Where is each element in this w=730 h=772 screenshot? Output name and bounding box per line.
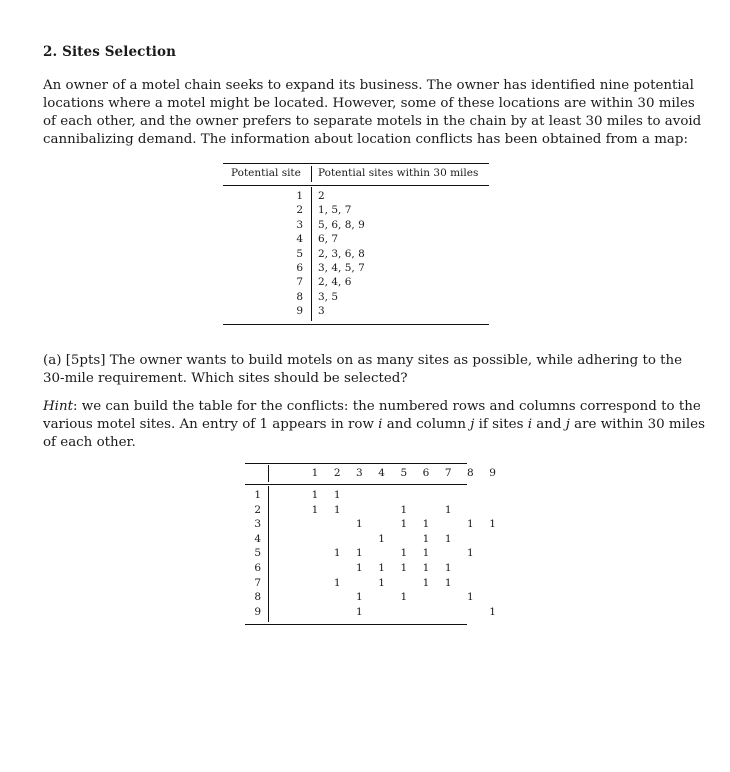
matrix-entry: 1 <box>356 562 363 574</box>
hint-line <box>43 416 705 434</box>
matrix-entry: 1 <box>489 605 496 618</box>
hint-text: various motel sites. An entry of 1 appears in row <box>43 417 379 433</box>
site-number: 8 <box>296 290 303 303</box>
matrix-header-separator <box>268 465 269 482</box>
matrix-row-label: 8 <box>254 591 261 604</box>
hint-text: and column <box>382 417 471 433</box>
nearby-sites: 3, 5 <box>318 290 339 303</box>
matrix-top-rule <box>245 463 467 464</box>
hint-text: and <box>532 417 566 433</box>
matrix-column-label: 5 <box>400 467 408 479</box>
nearby-sites: 6, 7 <box>318 233 339 246</box>
matrix-entry: 1 <box>422 547 430 560</box>
nearby-sites: 2, 4, 6 <box>318 276 352 289</box>
matrix-row-label: 9 <box>254 605 261 618</box>
matrix-entry: 1 <box>444 532 452 545</box>
math-var: i <box>527 417 533 433</box>
matrix-row-label: 5 <box>254 547 261 560</box>
intro-line: An owner of a motel chain seeks to expand its business. The owner has identified nine potential <box>43 78 694 93</box>
nearby-sites: 3, 4, 5, 7 <box>318 262 365 274</box>
intro-paragraph <box>43 77 702 149</box>
matrix-entry: 1 <box>311 503 319 516</box>
column-separator <box>311 187 312 321</box>
header-sites-within-30-miles: Potential sites within 30 miles <box>318 167 479 179</box>
site-number: 2 <box>296 204 303 217</box>
site-number: 5 <box>296 247 303 260</box>
matrix-row-label: 3 <box>254 518 261 531</box>
matrix-entry: 1 <box>444 503 452 516</box>
matrix-entry: 1 <box>356 518 363 531</box>
matrix-entry: 1 <box>378 532 385 545</box>
matrix-entry: 1 <box>333 503 341 516</box>
matrix-entry: 1 <box>333 547 341 560</box>
hint-text: : we can build the table for the conflicts: the numbered rows and columns correspond to the <box>72 399 701 414</box>
table-top-rule <box>223 163 489 164</box>
matrix-entry: 1 <box>444 562 452 574</box>
hint-line <box>43 398 701 416</box>
matrix-entry: 1 <box>356 605 363 618</box>
hint-paragraph <box>43 398 705 452</box>
header-separator <box>311 166 312 182</box>
nearby-sites: 1, 5, 7 <box>318 204 352 217</box>
matrix-column-label: 4 <box>378 467 385 479</box>
matrix-entry: 1 <box>378 562 385 574</box>
matrix-column-label: 3 <box>356 467 363 479</box>
matrix-header-rule <box>245 484 467 485</box>
matrix-bottom-rule <box>245 624 467 625</box>
nearby-sites: 3 <box>318 305 325 318</box>
math-var: j <box>470 417 475 433</box>
site-number: 4 <box>296 233 303 246</box>
matrix-entry: 1 <box>400 562 408 574</box>
site-number: 1 <box>296 190 303 202</box>
matrix-column-label: 6 <box>422 467 430 479</box>
intro-line: of each other, and the owner prefers to separate motels in the chain by at least 30 miles to avoid <box>43 114 702 130</box>
matrix-column-label: 1 <box>311 467 319 479</box>
matrix-entry: 1 <box>467 518 474 531</box>
matrix-entry: 1 <box>422 518 430 531</box>
matrix-entry: 1 <box>356 547 363 560</box>
matrix-entry: 1 <box>489 518 496 531</box>
matrix-column-label: 7 <box>444 467 452 479</box>
matrix-entry: 1 <box>356 591 363 604</box>
matrix-entry: 1 <box>400 518 408 531</box>
matrix-row-label: 2 <box>254 503 261 516</box>
hint-line: of each other. <box>43 435 136 451</box>
section-title: 2. Sites Selection <box>43 44 177 60</box>
site-number: 6 <box>296 262 303 274</box>
question-a <box>43 352 683 388</box>
matrix-row-label: 4 <box>254 532 261 545</box>
site-number: 7 <box>296 276 303 289</box>
nearby-sites: 2, 3, 6, 8 <box>318 247 365 260</box>
hint-text: if sites <box>474 417 528 433</box>
matrix-entry: 1 <box>422 562 430 574</box>
matrix-entry: 1 <box>400 591 408 604</box>
matrix-entry: 1 <box>333 576 341 589</box>
matrix-entry: 1 <box>444 576 452 589</box>
header-potential-site: Potential site <box>231 167 301 179</box>
table-bottom-rule <box>223 324 489 325</box>
matrix-entry: 1 <box>311 489 319 501</box>
matrix-entry: 1 <box>422 576 430 589</box>
matrix-entry: 1 <box>400 547 408 560</box>
question-line: 30-mile requirement. Which sites should be selected? <box>43 371 408 387</box>
math-var: j <box>565 417 570 433</box>
matrix-column-label: 9 <box>489 467 496 479</box>
matrix-entry: 1 <box>467 547 474 560</box>
matrix-entry: 1 <box>467 591 474 604</box>
question-line: (a) [5pts] The owner wants to build motels on as many sites as possible, while adhering to the <box>43 353 683 368</box>
matrix-row-label: 7 <box>254 576 261 589</box>
matrix-column-label: 8 <box>467 467 474 479</box>
matrix-entry: 1 <box>333 489 341 501</box>
nearby-sites: 2 <box>318 190 325 202</box>
matrix-column-separator <box>268 486 269 622</box>
matrix-entry: 1 <box>378 576 385 589</box>
hint-text: are within 30 miles <box>569 417 705 433</box>
matrix-entry: 1 <box>400 503 408 516</box>
intro-line: locations where a motel might be located. However, some of these locations are within 30 miles <box>43 96 695 112</box>
math-var: i <box>378 417 383 433</box>
matrix-row-label: 6 <box>254 562 261 574</box>
matrix-row-label: 1 <box>254 489 261 501</box>
intro-line: cannibalizing demand. The information about location conflicts has been obtained from a map: <box>43 132 688 148</box>
site-number: 9 <box>296 305 303 318</box>
site-number: 3 <box>296 218 303 231</box>
nearby-sites: 5, 6, 8, 9 <box>318 218 365 231</box>
hint-label: Hint <box>43 399 73 414</box>
matrix-entry: 1 <box>422 532 430 545</box>
matrix-column-label: 2 <box>333 467 341 479</box>
table-header-rule <box>223 185 489 186</box>
